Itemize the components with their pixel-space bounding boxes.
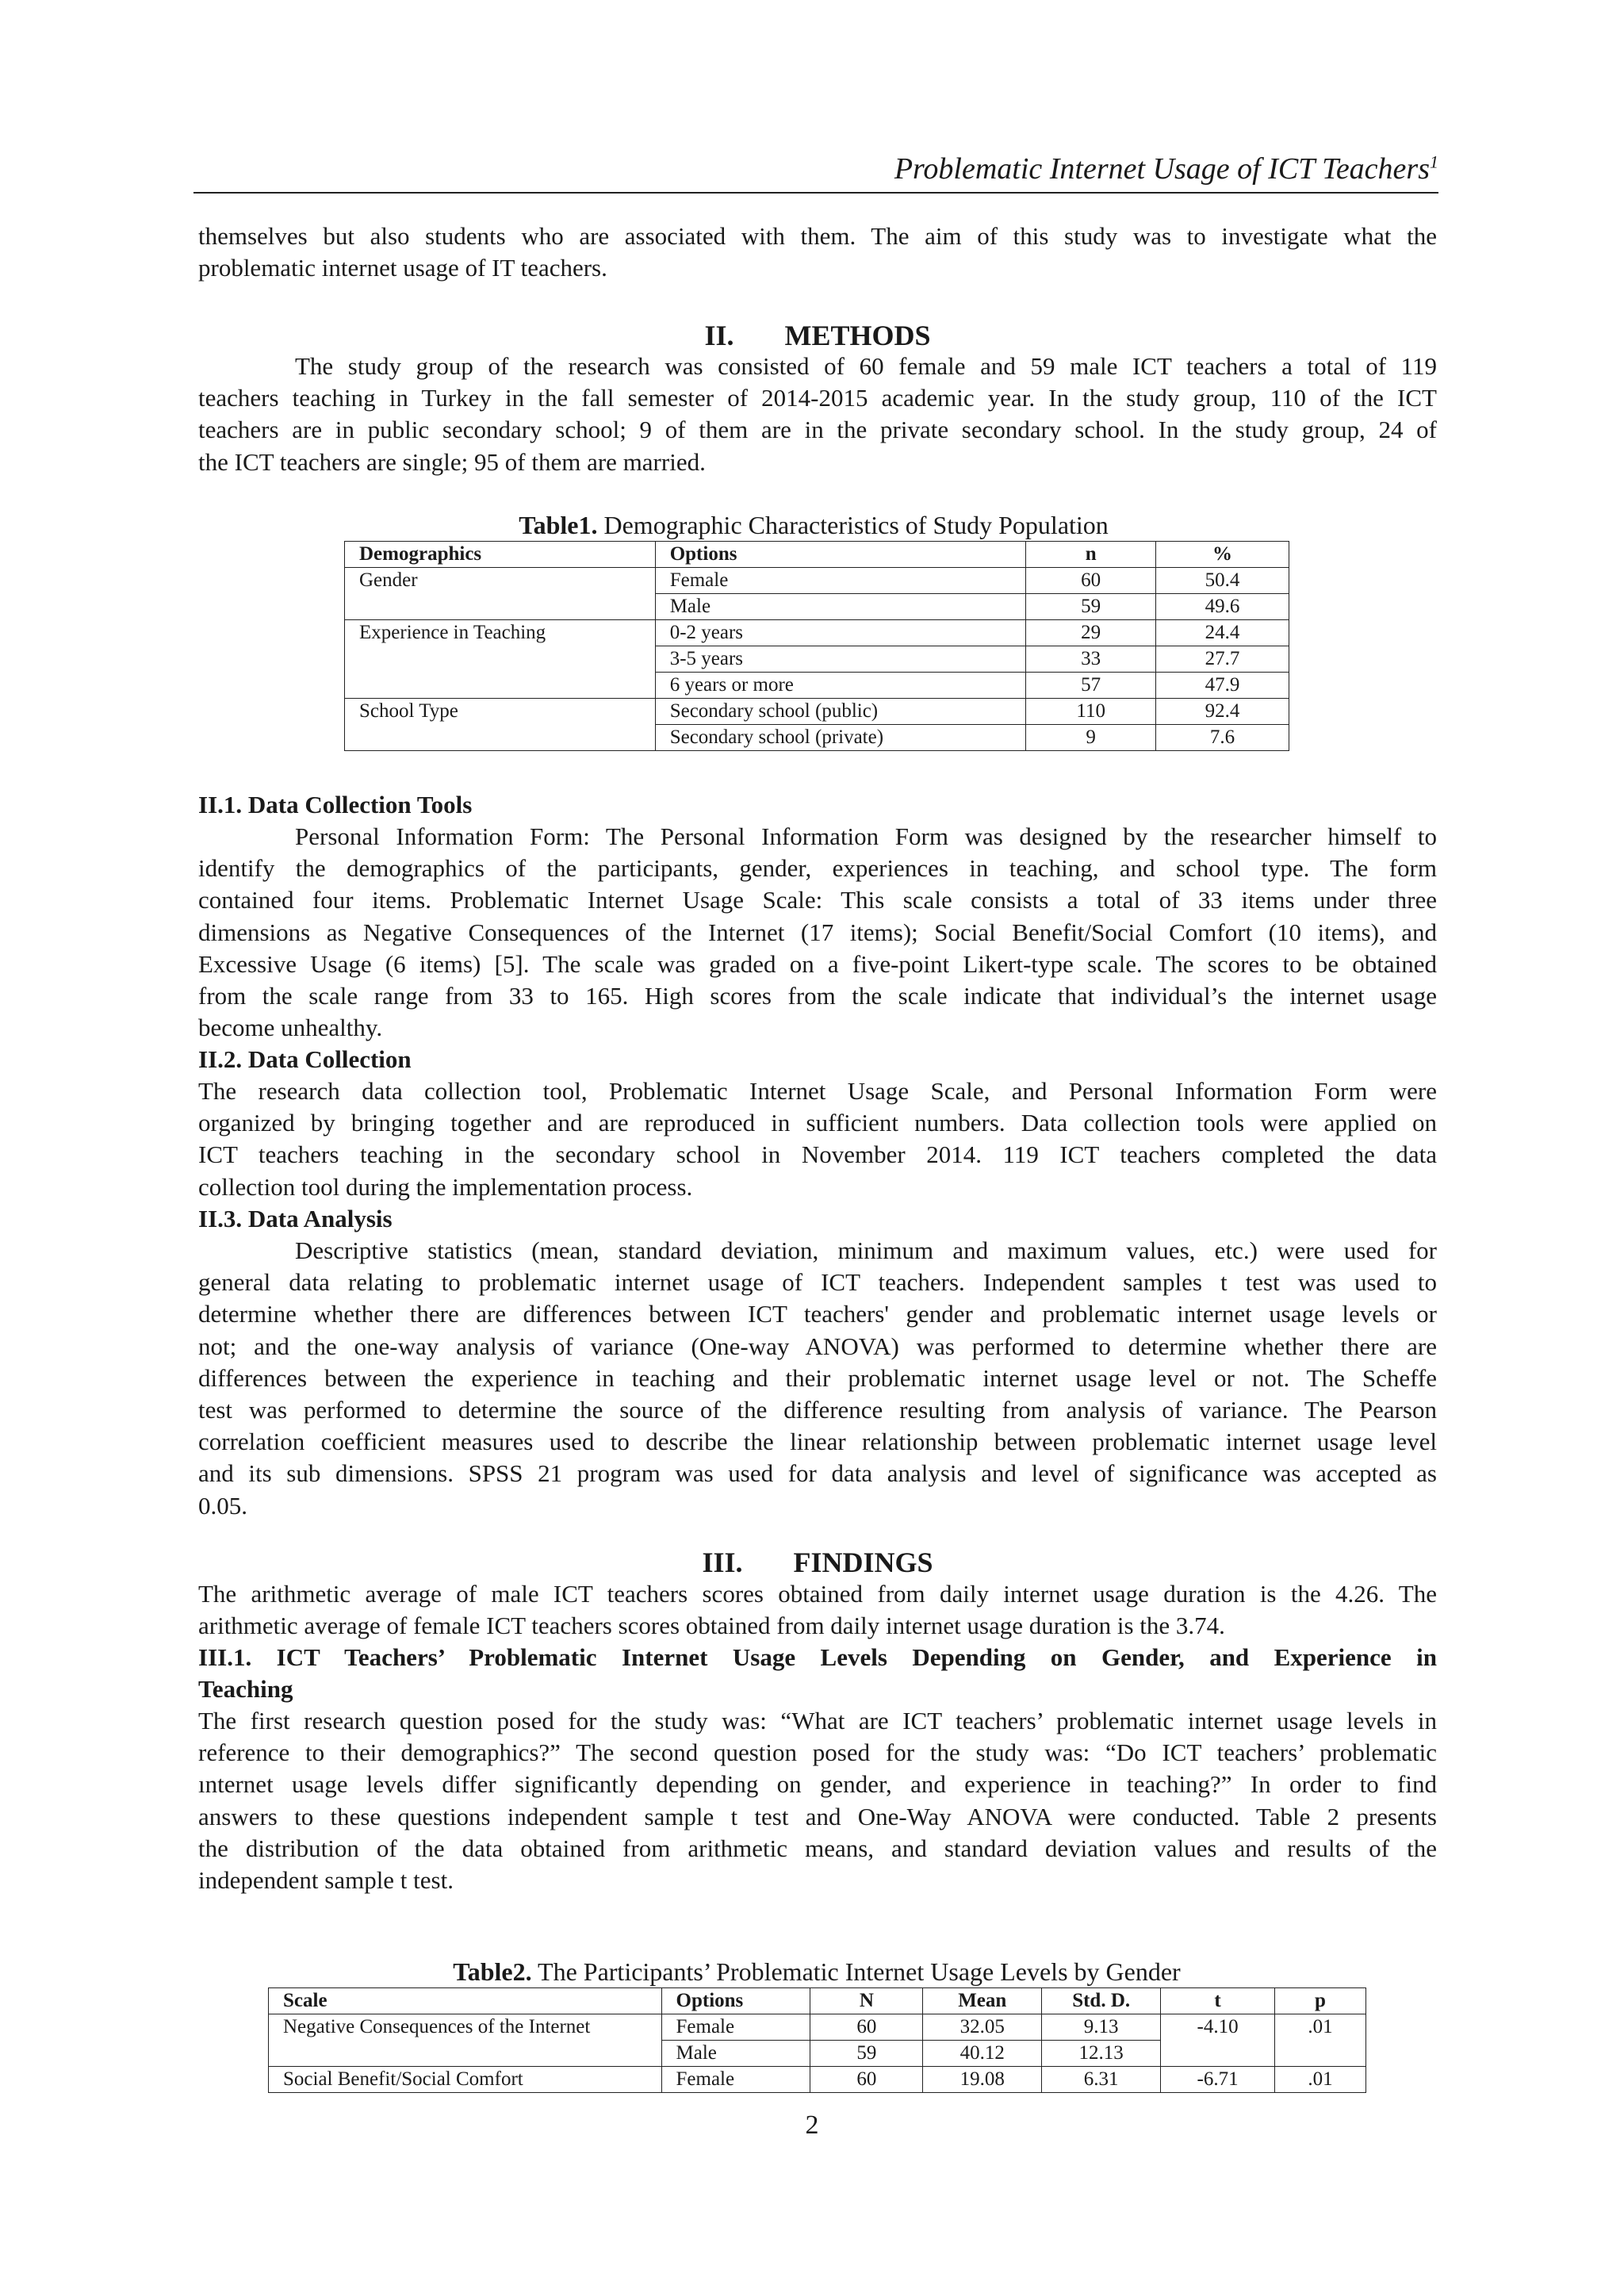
table-row xyxy=(345,620,1289,646)
text-line: and its sub dimensions. SPSS 21 program was used for data analysis and level of significance was accepted as xyxy=(198,1459,1437,1488)
table-cell: 29 xyxy=(1026,620,1156,646)
text-line: arithmetic average of female ICT teachers scores obtained from daily internet usage duration is the 3.74. xyxy=(198,1612,1225,1640)
table-cell: Secondary school (private) xyxy=(655,725,1026,751)
text-line: not; and the one-way analysis of variance (One-way ANOVA) was performed to determine whether there are xyxy=(198,1332,1437,1360)
table-row xyxy=(345,646,1289,673)
table-row xyxy=(345,673,1289,699)
text-line: themselves but also students who are associated with them. The aim of this study was to investigate what the xyxy=(198,222,1437,250)
text-line: ınternet usage levels differ significantly depending on gender, and experience in teaching?” In order to find xyxy=(198,1770,1437,1799)
section-number: II. xyxy=(704,320,734,351)
table-header-cell: p xyxy=(1275,1988,1366,2014)
text-line: identify the demographics of the participants, gender, experiences in teaching, and school type. The form xyxy=(198,854,1437,883)
text-line: correlation coefficient measures used to describe the linear relationship between problematic internet usage level xyxy=(198,1428,1437,1456)
table-cell: .01 xyxy=(1275,2067,1366,2093)
table-cell: Social Benefit/Social Comfort xyxy=(269,2067,662,2093)
table-header-cell: Std. D. xyxy=(1042,1988,1161,2014)
running-head-title: Problematic Internet Usage of ICT Teachers xyxy=(894,152,1430,186)
table-cell: Male xyxy=(661,2041,810,2067)
text-line: the ICT teachers are single; 95 of them are married. xyxy=(198,447,706,476)
table-cell: 6.31 xyxy=(1042,2067,1161,2093)
subsection-heading-2-1: II.1. Data Collection Tools xyxy=(198,791,473,818)
text-line: become unhealthy. xyxy=(198,1014,383,1042)
text-line: determine whether there are differences between ICT teachers' gender and problematic internet usage levels or xyxy=(198,1300,1437,1328)
table-row xyxy=(345,725,1289,751)
data-analysis-paragraph xyxy=(198,1235,1437,1522)
table-cell: 60 xyxy=(810,2014,923,2041)
table-cell: 0-2 years xyxy=(655,620,1026,646)
table-cell: 27.7 xyxy=(1156,646,1289,673)
table2-caption xyxy=(270,1956,1364,1987)
table-cell: Gender xyxy=(345,568,656,594)
table1-caption-label: Table1. xyxy=(519,511,598,539)
table-cell: 60 xyxy=(810,2067,923,2093)
table-cell xyxy=(345,725,656,751)
text-line: Descriptive statistics (mean, standard deviation, minimum and maximum values, etc.) were used for xyxy=(295,1236,1437,1264)
table-cell: 50.4 xyxy=(1156,568,1289,594)
table2-caption-label: Table2. xyxy=(453,1957,532,1986)
text-line: from the scale range from 33 to 165. High scores from the scale indicate that individual’s the internet usage xyxy=(198,982,1437,1010)
table-cell: 24.4 xyxy=(1156,620,1289,646)
text-line: general data relating to problematic internet usage of ICT teachers. Independent samples t test was used to xyxy=(198,1268,1437,1297)
table-cell: 9 xyxy=(1026,725,1156,751)
table1-caption xyxy=(344,509,1283,541)
table-cell: 60 xyxy=(1026,568,1156,594)
table-cell: 6 years or more xyxy=(655,673,1026,699)
table-cell xyxy=(1275,2041,1366,2067)
table-cell xyxy=(345,673,656,699)
table-header-row xyxy=(269,1988,1366,2014)
running-head xyxy=(193,149,1438,194)
text-line: problematic internet usage of IT teachers. xyxy=(198,254,607,282)
table-row xyxy=(345,568,1289,594)
table-row xyxy=(269,2014,1366,2041)
table-cell: 9.13 xyxy=(1042,2014,1161,2041)
table-cell: Male xyxy=(655,594,1026,620)
text-line: collection tool during the implementation process. xyxy=(198,1172,693,1201)
table-cell: 57 xyxy=(1026,673,1156,699)
text-line: dimensions as Negative Consequences of the Internet (17 items); Social Benefit/Social Comfort (10 items), and xyxy=(198,918,1437,946)
table-row xyxy=(345,594,1289,620)
text-line: answers to these questions independent sample t test and One-Way ANOVA were conducted. Table 2 presents xyxy=(198,1802,1437,1830)
table-cell: 33 xyxy=(1026,646,1156,673)
heading-line: III.1. ICT Teachers’ Problematic Internet Usage Levels Depending on Gender, and Experience in xyxy=(198,1643,1437,1671)
text-line: The research data collection tool, Problematic Internet Usage Scale, and Personal Information Form were xyxy=(198,1077,1437,1105)
table-cell: 12.13 xyxy=(1042,2041,1161,2067)
table-header-cell: Demographics xyxy=(345,542,656,568)
heading-line: Teaching xyxy=(198,1675,293,1703)
table-header-cell: N xyxy=(810,1988,923,2014)
table-cell: 3-5 years xyxy=(655,646,1026,673)
text-line: teachers are in public secondary school; 9 of them are in the private secondary school. In the study group, 24 of xyxy=(198,416,1437,444)
findings-heading xyxy=(198,1545,1437,1580)
table-cell: Female xyxy=(661,2067,810,2093)
text-line: Excessive Usage (6 items) [5]. The scale was graded on a five-point Likert-type scale. The scores to be obtained xyxy=(198,949,1437,978)
text-line: the distribution of the data obtained from arithmetic means, and standard deviation values and results of the xyxy=(198,1834,1437,1862)
data-collection-paragraph xyxy=(198,1075,1437,1203)
subsection-heading-3-1 xyxy=(198,1642,1437,1705)
table-header-cell: % xyxy=(1156,542,1289,568)
table-row xyxy=(269,2067,1366,2093)
table-header-row xyxy=(345,542,1289,568)
table-cell: Experience in Teaching xyxy=(345,620,656,646)
methods-paragraph xyxy=(198,351,1437,478)
table-cell: 32.05 xyxy=(923,2014,1042,2041)
table-cell: Female xyxy=(655,568,1026,594)
text-line: teachers teaching in Turkey in the fall semester of 2014-2015 academic year. In the study group, 110 of the ICT xyxy=(198,384,1437,412)
text-line: The study group of the research was consisted of 60 female and 59 male ICT teachers a total of 119 xyxy=(295,352,1437,380)
table-header-cell: t xyxy=(1161,1988,1275,2014)
findings-paragraph xyxy=(198,1578,1437,1642)
data-collection-tools-paragraph xyxy=(198,821,1437,1044)
table-cell: 59 xyxy=(1026,594,1156,620)
text-line: Personal Information Form: The Personal Information Form was designed by the researcher himself to xyxy=(295,822,1437,850)
table-cell: 19.08 xyxy=(923,2067,1042,2093)
table-cell: School Type xyxy=(345,699,656,725)
table-header-cell: Options xyxy=(655,542,1026,568)
table-cell xyxy=(345,646,656,673)
text-line: 0.05. xyxy=(198,1491,247,1520)
text-line: contained four items. Problematic Internet Usage Scale: This scale consists a total of 33 items under three xyxy=(198,886,1437,914)
table-header-cell: Options xyxy=(661,1988,810,2014)
table-row xyxy=(345,699,1289,725)
text-line: test was performed to determine the source of the difference resulting from analysis of variance. The Pearson xyxy=(198,1396,1437,1424)
intro-paragraph xyxy=(198,220,1437,284)
text-line: The first research question posed for the study was: “What are ICT teachers’ problematic internet usage levels in xyxy=(198,1707,1437,1734)
table-cell: 59 xyxy=(810,2041,923,2067)
text-line: independent sample t test. xyxy=(198,1866,454,1895)
table-cell: Negative Consequences of the Internet xyxy=(269,2014,662,2041)
table-cell xyxy=(345,594,656,620)
table-cell: -4.10 xyxy=(1161,2014,1275,2041)
table-cell: 47.9 xyxy=(1156,673,1289,699)
section-number: III. xyxy=(702,1547,743,1578)
text-line: The arithmetic average of male ICT teachers scores obtained from daily internet usage duration is the 4.26. The xyxy=(198,1580,1437,1608)
page-number: 2 xyxy=(805,2110,819,2140)
text-line: ICT teachers teaching in the secondary school in November 2014. 119 ICT teachers completed the data xyxy=(198,1140,1437,1169)
text-line: reference to their demographics?” The second question posed for the study was: “Do ICT teachers’ problematic xyxy=(198,1738,1437,1767)
running-head-footnote-mark: 1 xyxy=(1430,151,1438,172)
table-cell xyxy=(1161,2041,1275,2067)
table-header-cell: Mean xyxy=(923,1988,1042,2014)
table2-caption-text: The Participants’ Problematic Internet Usage Levels by Gender xyxy=(531,1957,1181,1986)
table2 xyxy=(268,1987,1366,2093)
section-title: METHODS xyxy=(784,320,931,351)
table-cell: Female xyxy=(661,2014,810,2041)
text-line: differences between the experience in teaching and their problematic internet usage level or not. The Scheffe xyxy=(198,1363,1437,1392)
methods-heading xyxy=(198,318,1437,353)
table-cell: 7.6 xyxy=(1156,725,1289,751)
text-line: organized by bringing together and are reproduced in sufficient numbers. Data collection tools were applied on xyxy=(198,1109,1437,1137)
subsection-heading-2-2: II.2. Data Collection xyxy=(198,1045,412,1073)
table-header-cell: n xyxy=(1026,542,1156,568)
research-questions-paragraph xyxy=(198,1705,1437,1896)
section-title: FINDINGS xyxy=(793,1547,933,1578)
table-cell: 49.6 xyxy=(1156,594,1289,620)
table-cell: -6.71 xyxy=(1161,2067,1275,2093)
table-cell: 110 xyxy=(1026,699,1156,725)
table-cell: 92.4 xyxy=(1156,699,1289,725)
table1 xyxy=(344,541,1289,751)
table-cell: Secondary school (public) xyxy=(655,699,1026,725)
table-cell: .01 xyxy=(1275,2014,1366,2041)
subsection-heading-2-3: II.3. Data Analysis xyxy=(198,1205,393,1232)
table-row xyxy=(269,2041,1366,2067)
table-cell xyxy=(269,2041,662,2067)
table-cell: 40.12 xyxy=(923,2041,1042,2067)
table-header-cell: Scale xyxy=(269,1988,662,2014)
table1-caption-text: Demographic Characteristics of Study Population xyxy=(597,511,1109,539)
